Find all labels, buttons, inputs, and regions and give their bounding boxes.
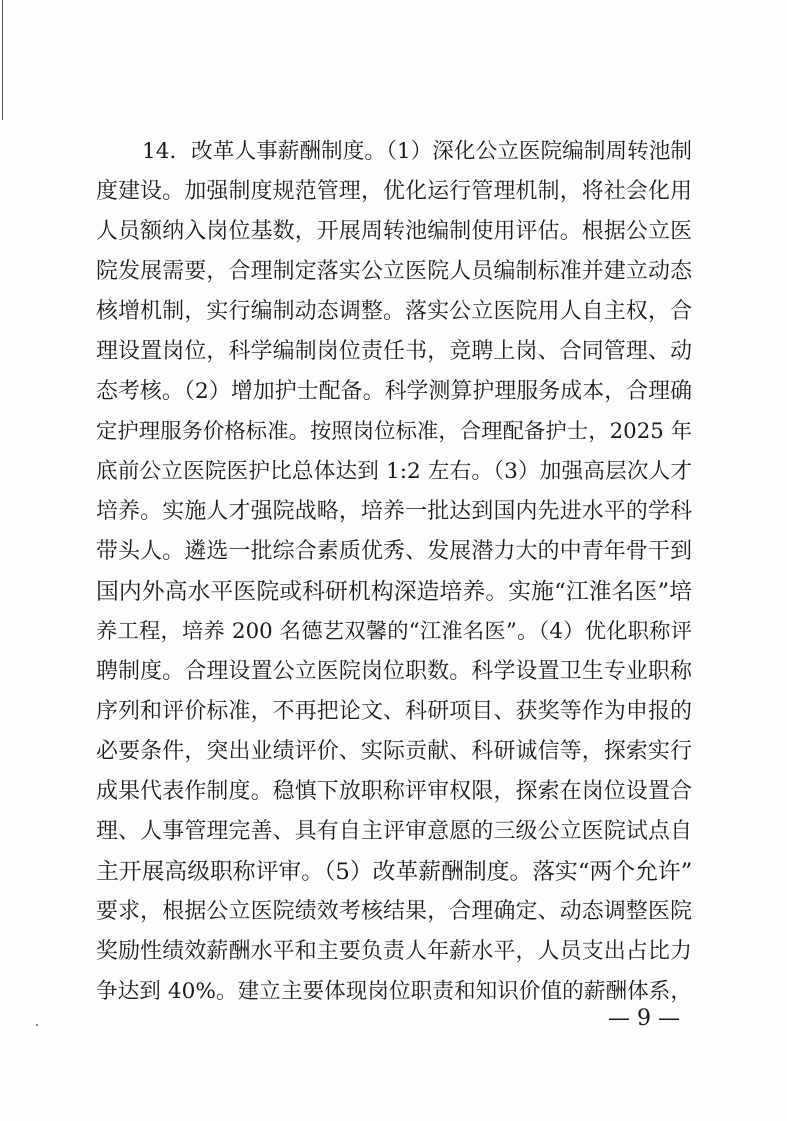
text-line: 聘制度。合理设置公立医院岗位职数。科学设置卫生专业职称 [96, 659, 692, 684]
page-number: — 9 — [608, 1006, 680, 1031]
text-line: 定护理服务价格标准。按照岗位标准，合理配备护士，2025 年 [96, 419, 692, 444]
text-line: 争达到 40%。建立主要体现岗位职责和知识价值的薪酬体系， [96, 979, 692, 1004]
text-line: 带头人。遴选一批综合素质优秀、发展潜力大的中青年骨干到 [96, 539, 692, 564]
scan-edge-line [2, 0, 3, 120]
text-line: 理、人事管理完善、具有自主评审意愿的三级公立医院试点自 [96, 819, 692, 844]
text-line: 底前公立医院医护比总体达到 1:2 左右。（3）加强高层次人才 [96, 459, 692, 484]
text-line: 必要条件，突出业绩评价、实际贡献、科研诚信等，探索实行 [96, 739, 692, 764]
text-line: 主开展高级职称评审。（5）改革薪酬制度。落实“两个允许” [96, 859, 692, 885]
text-line: 国内外高水平医院或科研机构深造培养。实施“江淮名医”培 [96, 579, 692, 605]
text-line: 核增机制，实行编制动态调整。落实公立医院用人自主权，合 [96, 299, 692, 324]
text-line: 理设置岗位，科学编制岗位责任书，竞聘上岗、合同管理、动 [96, 339, 692, 364]
text-line: 院发展需要，合理制定落实公立医院人员编制标准并建立动态 [96, 259, 692, 284]
text-line: 态考核。（2）增加护士配备。科学测算护理服务成本，合理确 [96, 379, 692, 404]
body-paragraph [96, 132, 692, 1012]
scan-speck [36, 1024, 38, 1026]
text-line: 要求，根据公立医院绩效考核结果，合理确定、动态调整医院 [96, 899, 692, 924]
text-line: 序列和评价标准，不再把论文、科研项目、获奖等作为申报的 [96, 699, 692, 724]
text-line: 培养。实施人才强院战略，培养一批达到国内先进水平的学科 [96, 499, 692, 524]
text-line: 度建设。加强制度规范管理，优化运行管理机制，将社会化用 [96, 179, 692, 204]
text-line: 14．改革人事薪酬制度。（1）深化公立医院编制周转池制 [142, 139, 692, 164]
text-line: 人员额纳入岗位基数，开展周转池编制使用评估。根据公立医 [96, 219, 692, 244]
text-line: 奖励性绩效薪酬水平和主要负责人年薪水平，人员支出占比力 [96, 939, 692, 964]
text-line: 养工程，培养 200 名德艺双馨的“江淮名医”。（4）优化职称评 [96, 619, 692, 644]
text-line: 成果代表作制度。稳慎下放职称评审权限，探索在岗位设置合 [96, 779, 692, 804]
